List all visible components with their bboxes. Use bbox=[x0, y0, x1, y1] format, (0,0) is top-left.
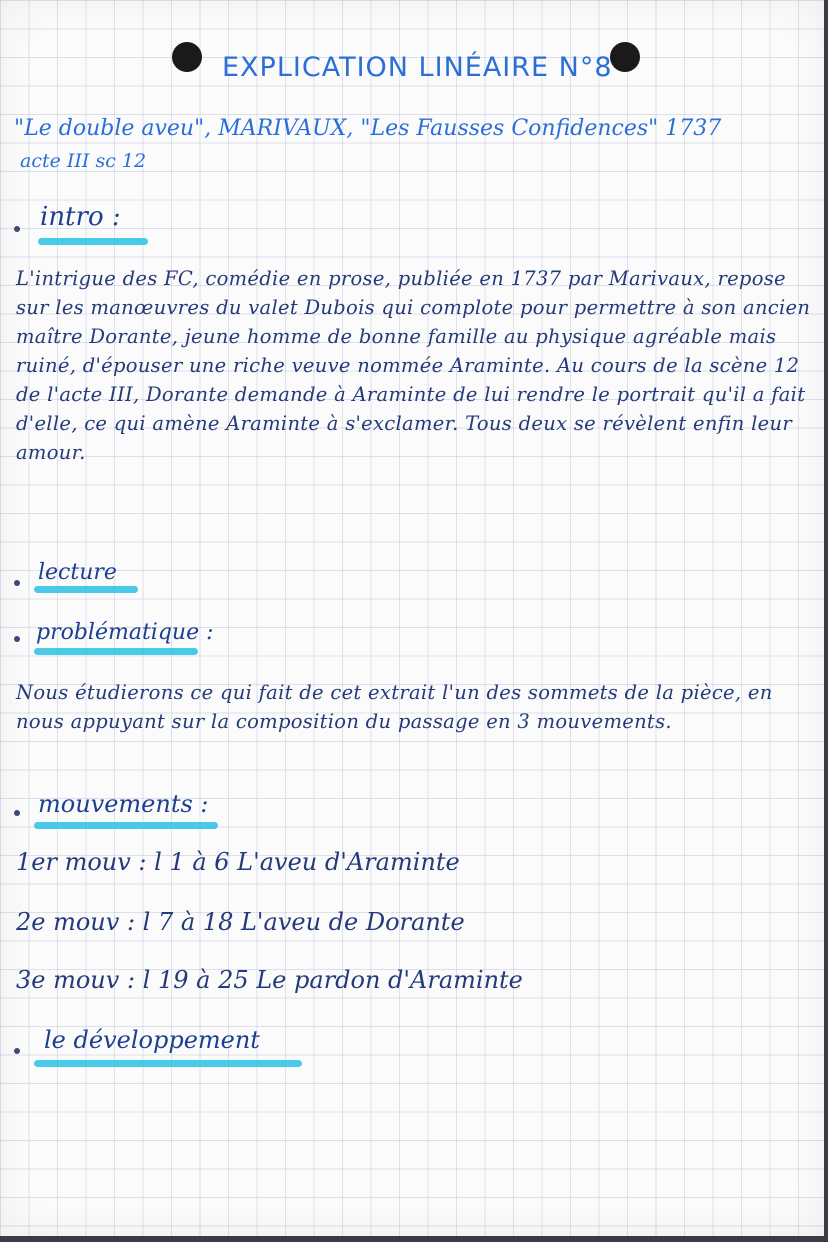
highlight-developpement bbox=[34, 1060, 302, 1067]
mouvement-2: 2e mouv : l 7 à 18 L'aveu de Dorante bbox=[16, 908, 465, 936]
heading-mouvements: mouvements : bbox=[38, 790, 209, 818]
highlight-mouvements bbox=[34, 822, 218, 829]
heading-intro: intro : bbox=[40, 202, 121, 232]
punch-hole-right bbox=[610, 42, 640, 72]
bullet-lecture bbox=[14, 580, 20, 586]
problematique-paragraph: Nous étudierons ce qui fait de cet extrait l'un des sommets de la pièce, en nous appuyant sur la composition du passage en 3 mouvements. bbox=[16, 681, 773, 733]
act-scene-reference: acte III sc 12 bbox=[20, 150, 147, 172]
highlight-intro bbox=[38, 238, 148, 245]
work-reference: "Le double aveu", MARIVAUX, "Les Fausses Confidences" 1737 bbox=[14, 116, 722, 141]
highlight-lecture bbox=[34, 586, 138, 593]
highlight-problematique bbox=[34, 648, 198, 655]
bullet-mouvements bbox=[14, 810, 20, 816]
mouvement-1: 1er mouv : l 1 à 6 L'aveu d'Araminte bbox=[16, 848, 460, 876]
mouvement-3: 3e mouv : l 19 à 25 Le pardon d'Araminte bbox=[16, 966, 523, 994]
bullet-problematique bbox=[14, 636, 20, 642]
intro-paragraph: L'intrigue des FC, comédie en prose, publiée en 1737 par Marivaux, repose sur les manœuvres du valet Dubois qui complote pour permettre à son ancien maître Dorante, jeune homme de bonne famille au physique agréable mais ruiné, d'épouser une riche veuve nommée Araminte. Au cours de la scène 12 de l'acte III, Dorante demande à Araminte de lui rendre le portrait qu'il a fait d'elle, ce qui amène Araminte à s'exclamer. Tous deux se révèlent enfin leur amour. bbox=[16, 267, 811, 464]
punch-hole-left bbox=[172, 42, 202, 72]
heading-developpement: le développement bbox=[44, 1026, 260, 1054]
bullet-intro bbox=[14, 226, 20, 232]
page-title: EXPLICATION LINÉAIRE N°8 bbox=[222, 52, 613, 83]
heading-lecture: lecture bbox=[38, 560, 117, 585]
heading-problematique: problématique : bbox=[36, 620, 214, 645]
bullet-developpement bbox=[14, 1048, 20, 1054]
